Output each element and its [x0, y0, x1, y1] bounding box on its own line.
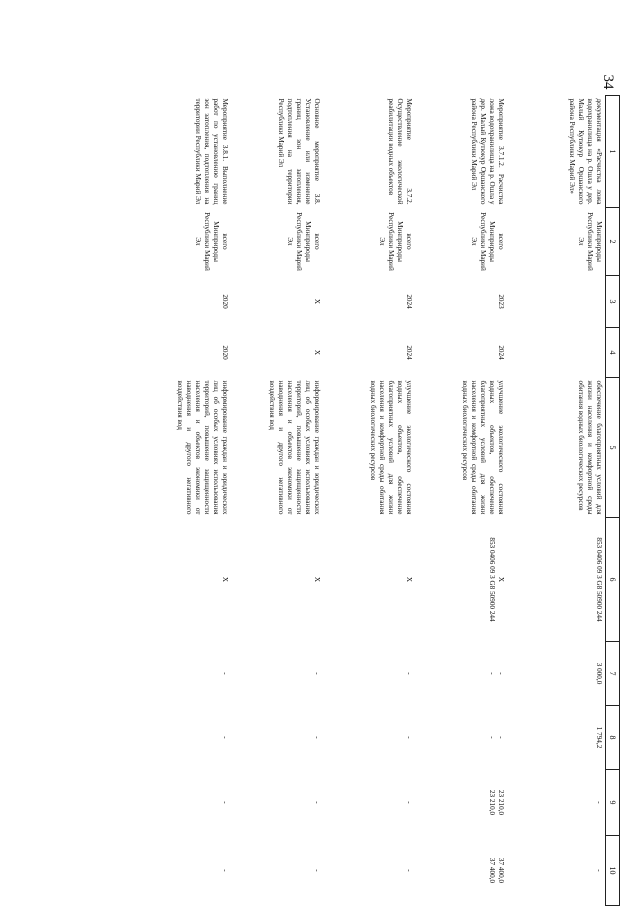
table-row — [323, 96, 415, 906]
cell-detail-value: 37 400,0 — [488, 857, 496, 884]
cell-start-year: 2023 — [497, 294, 505, 309]
cell-executor — [231, 208, 323, 276]
cell-detail-value: 23 210,0 — [488, 789, 496, 816]
cell-start-year: 2024 — [405, 294, 413, 309]
cell-value-8: - — [405, 736, 413, 739]
cell-end-year — [507, 328, 606, 378]
cell-value-8: 1 794,2 — [595, 726, 603, 749]
cell-value-7: - — [313, 672, 321, 675]
cell-activity-name: Мероприятие 3.8.1. Выполнение работ по установлению границ зон затопления, подтопления на территории Республики Марий Эл — [194, 98, 229, 205]
cell-value-9: - — [595, 801, 603, 804]
cell-total-mark: X — [497, 576, 505, 583]
cell-expected-result: улучшение экологического состояния водных объектов, обеспечение благоприятных условий для жизни населения и комфортной среды обитания водных биологических ресурсов — [369, 380, 413, 515]
cell-code-value: 853 0406 09 3 G8 50900 244 — [488, 537, 496, 622]
cell-total-label: всего — [313, 233, 321, 250]
cell-budget-code: X — [313, 576, 321, 583]
col-header-7: 7 — [606, 642, 620, 706]
cell-total-label: всего — [221, 233, 229, 250]
cell-value-10: - — [595, 869, 603, 872]
cell-total-value: - — [497, 736, 505, 739]
cell-value-9 — [415, 770, 507, 836]
cell-expected-result: обеспечение благоприятных условий для жизни населения и комфортной среды обитания водных биологических ресурсов — [577, 380, 603, 515]
cell-total-value: - — [497, 672, 505, 675]
col-header-3: 3 — [606, 276, 620, 328]
cell-value-8 — [415, 706, 507, 770]
cell-total-label: всего — [405, 233, 413, 250]
cell-start-year: 2020 — [221, 294, 229, 309]
rotated-table-sheet — [110, 95, 620, 905]
cell-value-7: - — [221, 672, 229, 675]
cell-value-10: - — [313, 869, 321, 872]
col-header-9: 9 — [606, 770, 620, 836]
cell-value-10 — [415, 836, 507, 906]
cell-executor-name: Минприроды Республики Марий Эл — [194, 212, 220, 271]
cell-executor-name: Минприроды Республики Марий Эл — [286, 212, 312, 271]
cell-total-value: 37 400,0 — [497, 857, 505, 884]
cell-activity-name: Мероприятие 3.7.2. Осуществление экологической реабилитации водных объектов — [387, 98, 413, 205]
cell-end-year: 2020 — [221, 345, 229, 360]
cell-end-year: 2024 — [497, 345, 505, 360]
cell-activity-name: Основное мероприятие 3.8. Установление или изменение границ зон затопления, подтопления на территории Республики Марий Эл — [277, 98, 321, 205]
cell-value-7: 3 000,0 — [595, 662, 603, 685]
col-header-8: 8 — [606, 706, 620, 770]
cell-executor — [139, 208, 231, 276]
cell-end-year: 2024 — [405, 345, 413, 360]
col-header-1: 1 — [606, 96, 620, 208]
cell-expected-result: улучшение экологического состояния водных объектов, обеспечение благоприятных условий для жизни населения и комфортной среды обитания водных биологических ресурсов — [461, 380, 505, 515]
table-row — [507, 96, 606, 906]
cell-value-8: - — [313, 736, 321, 739]
cell-activity-name: документация «Расчистка ложа водохранилища на р. Ошла у дер. Малый Кутюкур Оршанского района Республики Марий Эл» — [568, 98, 603, 205]
cell-expected-result: информирование граждан и юридических лиц об особых условиях использования территорий, повышение защищенности населения и объектов экономики от наводнения и другого негативного воздействия вод — [176, 380, 229, 515]
col-header-10: 10 — [606, 836, 620, 906]
cell-value-9: - — [313, 801, 321, 804]
table-row — [139, 96, 231, 906]
cell-detail-value: - — [488, 672, 496, 675]
col-header-4: 4 — [606, 328, 620, 378]
cell-budget-code — [415, 518, 507, 642]
cell-start-year — [507, 276, 606, 328]
cell-activity-name: Мероприятие 3.7.1.2. Расчистка ложа водохранилища на р. Ошла у дер. Малый Кутюкур Оршанского района Республики Марий Эл — [470, 98, 505, 205]
table-row — [231, 96, 323, 906]
cell-total-value: 23 210,0 — [497, 789, 505, 816]
page-number: 34 — [600, 74, 616, 90]
col-header-2: 2 — [606, 208, 620, 276]
cell-value-10: - — [221, 869, 229, 872]
table-header-row — [606, 96, 620, 906]
cell-end-year: X — [313, 349, 321, 356]
cell-executor: Минприроды Республики Марий Эл — [577, 212, 603, 271]
cell-value-7: - — [405, 672, 413, 675]
program-table — [139, 95, 620, 906]
col-header-5: 5 — [606, 378, 620, 518]
cell-budget-code: 853 0406 09 3 G8 50900 244 — [595, 537, 603, 622]
cell-executor-name: Минприроды Республики Марий Эл — [470, 212, 496, 271]
cell-value-8: - — [221, 736, 229, 739]
cell-executor — [323, 208, 415, 276]
cell-executor — [415, 208, 507, 276]
cell-total-label: всего — [497, 233, 505, 250]
cell-expected-result: информирование граждан и юридических лиц об особых условиях использования территорий, повышение защищенности населения и объектов экономики от наводнения и другого негативного воздействия вод — [268, 380, 321, 515]
cell-budget-code: X — [221, 576, 229, 583]
cell-value-9: - — [405, 801, 413, 804]
cell-value-9: - — [221, 801, 229, 804]
cell-detail-value: - — [488, 736, 496, 739]
col-header-6: 6 — [606, 518, 620, 642]
cell-executor-name: Минприроды Республики Марий Эл — [378, 212, 404, 271]
cell-value-10: - — [405, 869, 413, 872]
cell-budget-code: X — [405, 576, 413, 583]
cell-start-year: X — [313, 298, 321, 305]
table-row — [415, 96, 507, 906]
cell-value-7 — [415, 642, 507, 706]
